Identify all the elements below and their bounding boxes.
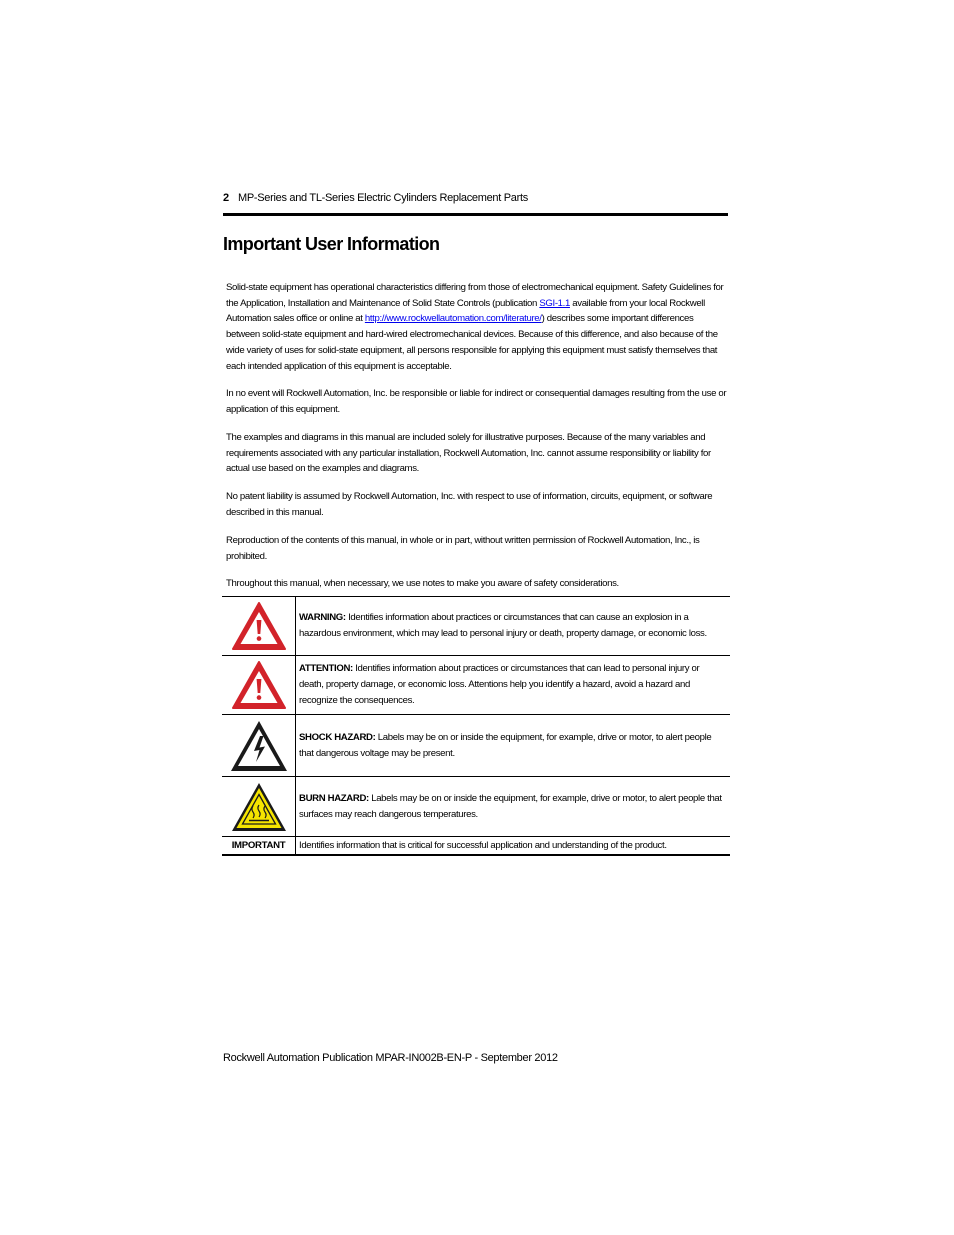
page-number: 2 <box>223 192 229 204</box>
attention-label: ATTENTION: <box>299 663 353 674</box>
paragraph-solid-state: Solid-state equipment has operational characteristics differing from those of electromechanical equipment. Safety Guidelines for the Application, Installation and Maintenance of Solid State Controls (publication SGI-1.1 available from your local Rockwell Automation sales office or online at http://www.rockwellautomation.com/literature/) describes some important differences between solid-state equipment and hard-wired electromechanical devices. Because of this difference, and also because of the wide variety of uses for solid-state equipment, all persons responsible for applying this equipment must satisfy themselves that each intended application of this equipment is acceptable. <box>226 282 724 372</box>
paragraph-examples: The examples and diagrams in this manual are included solely for illustrative purposes. Because of the many variables and requirements associated with any particular installation, Rockwell Automation, Inc. cannot assume responsibility or liability for actual use based on the examples and diagrams. <box>226 432 711 475</box>
document-title: MP-Series and TL-Series Electric Cylinders Replacement Parts <box>238 192 528 204</box>
page-header <box>223 192 728 216</box>
burn-text: Labels may be on or inside the equipment, for example, drive or motor, to alert people that surfaces may reach dangerous temperatures. <box>299 792 722 820</box>
note-row-warning <box>222 597 730 656</box>
safety-notes-table <box>222 596 730 856</box>
note-row-burn-hazard <box>222 777 730 837</box>
shock-hazard-icon <box>229 719 289 773</box>
shock-label: SHOCK HAZARD: <box>299 731 376 743</box>
paragraph-liability: In no event will Rockwell Automation, Inc. be responsible or liable for indirect or consequential damages resulting from the use or application of this equipment. <box>226 388 727 415</box>
paragraph-patent: No patent liability is assumed by Rockwell Automation, Inc. with respect to use of information, circuits, equipment, or software described in this manual. <box>226 491 713 518</box>
important-label: IMPORTANT <box>222 837 296 854</box>
burn-label: BURN HAZARD: <box>299 792 369 804</box>
shock-text: Labels may be on or inside the equipment, for example, drive or motor, to alert people that dangerous voltage may be present. <box>299 731 712 759</box>
link-sgi-publication[interactable]: SGI-1.1 <box>539 297 570 309</box>
note-row-shock-hazard <box>222 715 730 777</box>
attention-text: Identifies information about practices or circumstances that can lead to personal injury or death, property damage, or economic loss. Attentions help you identify a hazard, avoid a hazard and recognize the consequences. <box>299 663 700 706</box>
link-literature-url[interactable]: http://www.rockwellautomation.com/literature/ <box>364 313 542 325</box>
warning-text: Identifies information about practices or circumstances that can cause an explosion in a hazardous environment, which may lead to personal injury or death, property damage, or economic loss. <box>299 612 707 639</box>
note-row-attention <box>222 656 730 715</box>
section-title: Important User Information <box>223 234 440 254</box>
burn-hazard-icon <box>230 781 288 833</box>
paragraph-reproduction: Reproduction of the contents of this manual, in whole or in part, without written permission of Rockwell Automation, Inc., is prohibited. <box>226 535 700 562</box>
paragraph-notes-intro: Throughout this manual, when necessary, we use notes to make you aware of safety considerations. <box>226 578 619 589</box>
warning-label: WARNING: <box>299 612 346 623</box>
warning-triangle-icon <box>230 600 288 652</box>
important-text: Identifies information that is critical for successful application and understanding of the product. <box>299 839 667 851</box>
attention-triangle-icon <box>230 659 288 711</box>
page-footer: Rockwell Automation Publication MPAR-IN002B-EN-P - September 2012 <box>223 1052 558 1064</box>
note-row-important <box>222 837 730 854</box>
